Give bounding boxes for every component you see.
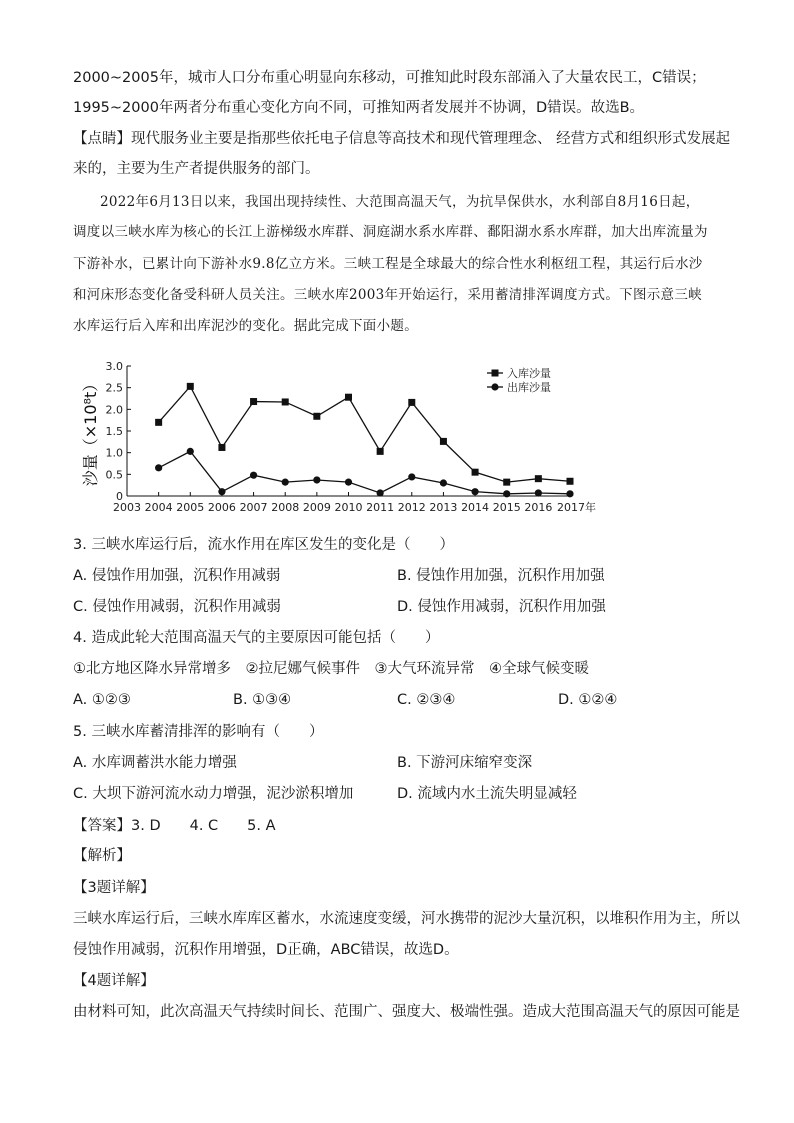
data-point-inflow [503,479,510,486]
x-tick-label: 2003 [113,501,141,514]
series-line-2 [159,451,570,493]
material-line-2: 调度以三峡水库为核心的长江上游梯级水库群、洞庭湖水系水库群、鄱阳湖水系水库群，加大出库流量为 [73,224,708,240]
q4-analysis-line-1: 由材料可知，此次高温天气持续时间长、范围广、强度大、极端性强。造成大范围高温天气的原因可能是 [73,1004,740,1020]
tip-line-1: 现代服务业主要是指那些依托电子信息等高技术和现代管理理念、 经营方式和组织形式发展起 [131,131,731,147]
q3-analysis-tag: 【3题详解】 [73,880,155,896]
q3-option-d: D. 侵蚀作用减弱，沉积作用加强 [397,599,606,615]
x-tick-label: 2007 [239,501,268,514]
q4-option-c: C. ②③④ [397,692,456,708]
x-tick-label: 2012 [397,501,426,514]
data-point-outflow [440,479,447,486]
x-tick-label: 2005 [176,501,205,514]
q3-analysis-line-1: 三峡水库运行后，三峡水库库区蓄水，水流速度变缓，河水携带的泥沙大量沉积，以堆积作用为主，所以 [73,911,740,927]
q5-option-b: B. 下游河床缩窄变深 [397,755,533,771]
q5-option-c: C. 大坝下游河流水动力增强，泥沙淤积增加 [73,786,354,802]
data-point-inflow [155,419,162,426]
data-point-inflow [535,475,542,482]
data-point-inflow [218,444,225,451]
tip-paragraph [73,129,731,149]
x-tick-label: 2016 [524,501,553,514]
answer-line [73,816,723,836]
q4-option-d: D. ①②④ [558,692,618,708]
material-line-5: 水库运行后入库和出库泥沙的变化。据此完成下面小题。 [73,318,418,334]
intro-line-1: 2000~2005年，城市人口分布重心明显向东移动，可推知此时段东部涌入了大量农民工，C错误； [73,70,706,86]
legend-label-2: 出库沙量 [507,381,551,394]
data-point-outflow [155,464,162,471]
y-tick-label: 0 [116,490,123,503]
answer-text: 3. D 4. C 5. A [131,818,276,834]
q4-option-a: A. ①②③ [73,692,131,708]
q3-analysis-line-2: 侵蚀作用减弱，沉积作用增强，D正确，ABC错误，故选D。 [73,942,459,958]
x-tick-label: 2013 [429,501,458,514]
data-point-outflow [250,472,257,479]
material-line-1: 2022年6月13日以来，我国出现持续性、大范围高温天气，为抗旱保供水，水利部自8月16日起， [100,194,700,210]
tip-line-2: 来的，主要为生产者提供服务的部门。 [73,161,320,177]
data-point-outflow [187,448,194,455]
y-tick-label: 1.0 [105,446,123,460]
y-tick-label: 2.0 [105,403,123,417]
y-tick-label: 2.5 [105,381,123,395]
data-point-inflow [187,383,194,390]
q3-stem: 3. 三峡水库运行后，流水作用在库区发生的变化是（ ） [73,537,454,553]
x-tick-label: 2014 [461,501,490,514]
data-point-outflow [345,479,352,486]
data-point-inflow [567,478,574,485]
data-point-inflow [313,413,320,420]
x-tick-label: 2009 [302,501,331,514]
answer-tag: 【答案】 [73,818,131,834]
q4-stem: 4. 造成此轮大范围高温天气的主要原因可能包括（ ） [73,630,440,646]
x-tick-label: 2008 [271,501,300,514]
data-point-outflow [408,473,415,480]
sediment-line-chart [70,352,596,522]
data-point-outflow [282,479,289,486]
data-point-inflow [408,399,415,406]
data-point-outflow [218,488,225,495]
x-tick-label: 2006 [207,501,236,514]
q4-option-b: B. ①③④ [233,692,292,708]
data-point-inflow [440,438,447,445]
intro-line-2: 1995~2000年两者分布重心变化方向不同，可推知两者发展并不协调，D错误。故选B。 [73,100,645,116]
data-point-inflow [345,394,352,401]
q4-analysis-tag: 【4题详解】 [73,973,155,989]
material-line-3: 下游补水，已累计向下游补水9.8亿立方米。三峡工程是全球最大的综合性水利枢纽工程，其运行后水沙 [73,256,703,272]
x-tick-label: 2010 [334,501,363,514]
data-point-inflow [472,469,479,476]
q5-option-a: A. 水库调蓄洪水能力增强 [73,755,237,771]
data-point-outflow [377,489,384,496]
legend-marker-inflow [492,370,499,377]
x-tick-label: 2017年 [557,501,596,514]
data-point-outflow [535,489,542,496]
legend-marker-outflow [491,383,498,390]
data-point-inflow [282,398,289,405]
series-line-1 [159,386,570,482]
q3-option-a: A. 侵蚀作用加强，沉积作用减弱 [73,568,281,584]
data-point-outflow [313,476,320,483]
data-point-outflow [503,490,510,497]
x-tick-label: 2011 [366,501,395,514]
material-line-4: 和河床形态变化备受科研人员关注。三峡水库2003年开始运行，采用蓄清排浑调度方式。下图示意三峡 [73,287,702,303]
data-point-outflow [566,490,573,497]
q5-option-d: D. 流域内水土流失明显减轻 [397,786,577,802]
data-point-inflow [377,448,384,455]
x-tick-label: 2015 [492,501,521,514]
legend-label-1: 入库沙量 [507,367,551,380]
q3-option-b: B. 侵蚀作用加强，沉积作用加强 [397,568,605,584]
y-tick-label: 1.5 [105,425,123,438]
y-axis-label: 沙量（×10⁸t） [81,375,100,487]
analysis-tag: 【解析】 [73,848,131,864]
y-tick-label: 0.5 [105,468,123,482]
data-point-outflow [471,488,478,495]
tip-tag: 【点睛】 [73,131,131,147]
q3-option-c: C. 侵蚀作用减弱，沉积作用减弱 [73,599,281,615]
y-tick-label: 3.0 [105,360,123,373]
x-tick-label: 2004 [144,501,173,514]
q4-items: ①北方地区降水异常增多 ②拉尼娜气候事件 ③大气环流异常 ④全球气候变暖 [73,661,589,677]
q5-stem: 5. 三峡水库蓄清排浑的影响有（ ） [73,724,324,740]
data-point-inflow [250,398,257,405]
